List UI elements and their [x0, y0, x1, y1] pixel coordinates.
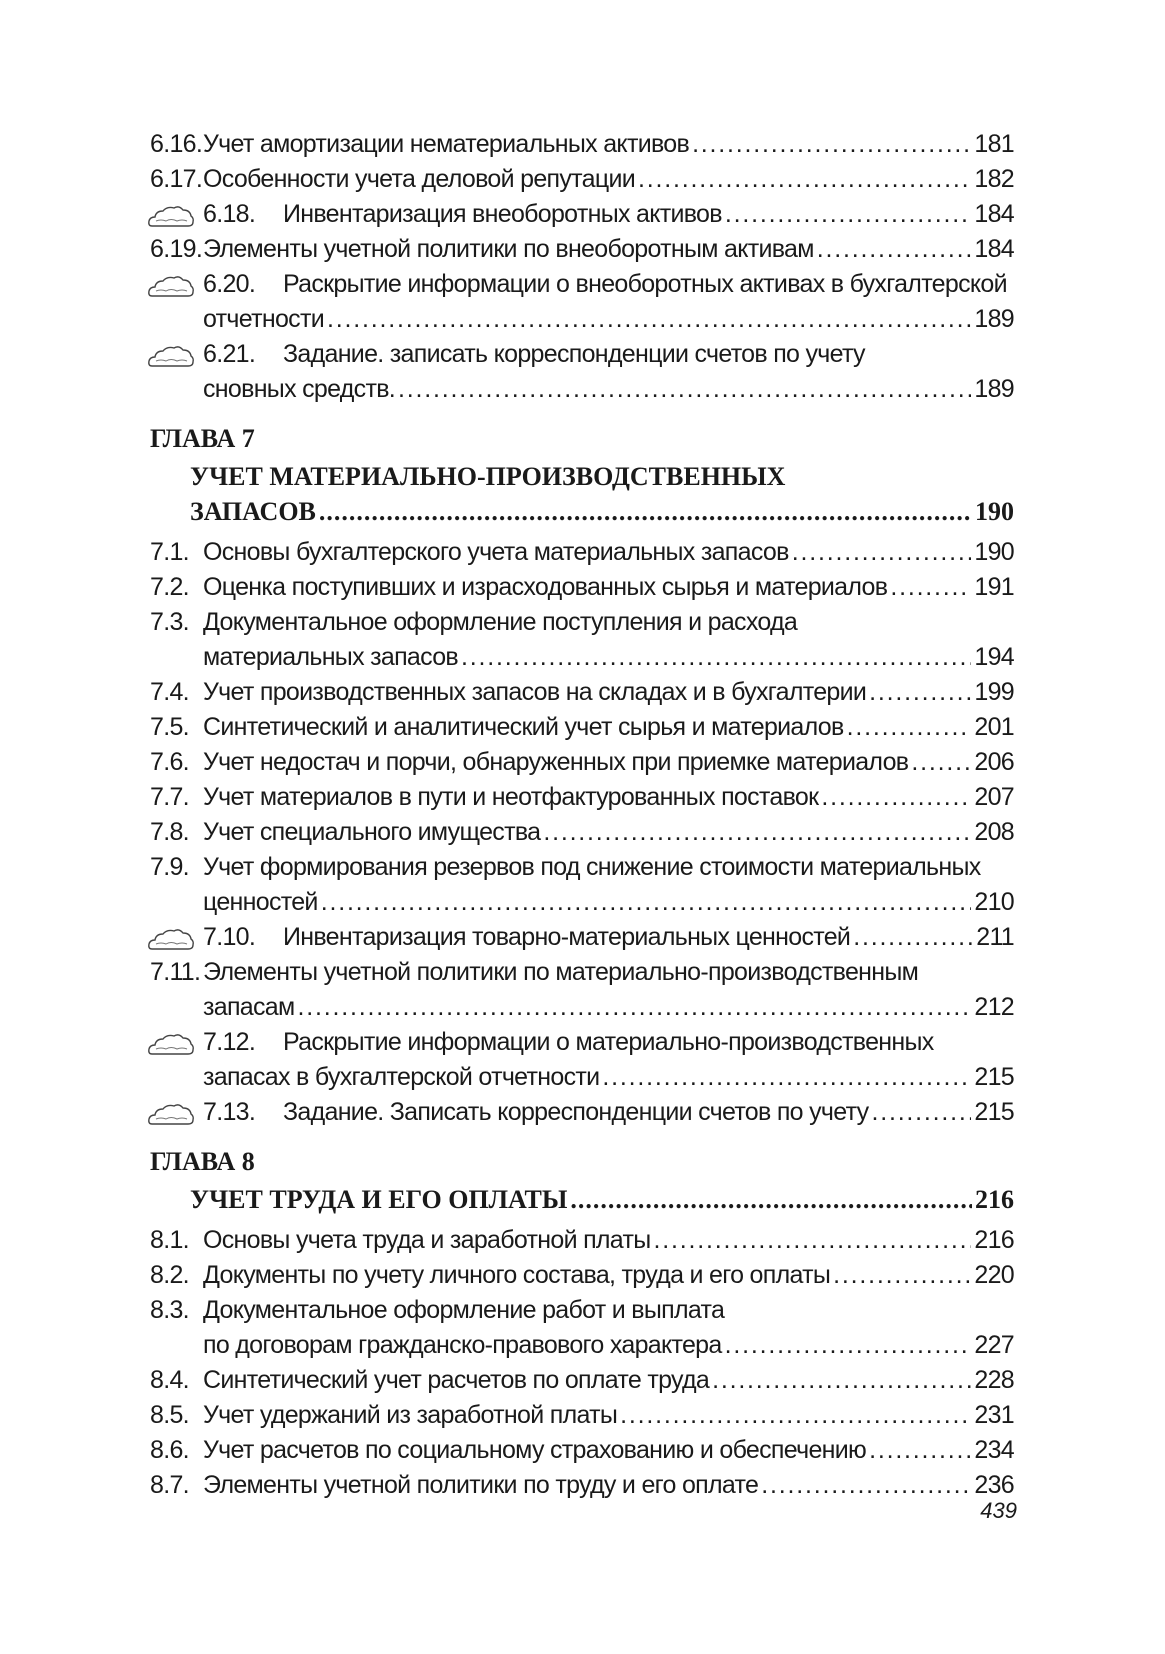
leader-dots: [620, 1398, 971, 1433]
page-ref: 201: [974, 713, 1014, 741]
leader-dots: [398, 372, 971, 407]
page-ref: 208: [974, 818, 1014, 846]
page-ref: 220: [974, 1261, 1014, 1289]
entry-title-continuation: материальных запасов: [203, 643, 458, 671]
entry-title: Инвентаризация товарно-материальных ценностей: [283, 923, 851, 951]
entry-number: 8.6.: [150, 1436, 189, 1464]
entry-title: Учет недостач и порчи, обнаруженных при приемке материалов: [203, 748, 909, 776]
toc-entry[interactable]: [150, 1363, 1014, 1398]
chapter-7-entries: [150, 535, 1014, 1130]
chapter-8-entries: [150, 1223, 1014, 1503]
toc-entry[interactable]: [150, 197, 1014, 232]
entry-title: Учет расчетов по социальному страхованию и обеспечению: [203, 1436, 867, 1464]
entry-number: 7.5.: [150, 713, 189, 741]
leader-dots: [869, 675, 971, 710]
page-ref: 190: [974, 538, 1014, 566]
entry-title: Синтетический учет расчетов по оплате труда: [203, 1366, 710, 1394]
leader-dots: [461, 640, 971, 675]
entry-title: Элементы учетной политики по труду и его оплате: [203, 1471, 759, 1499]
toc-entry[interactable]: [150, 710, 1014, 745]
entry-title: Учет формирования резервов под снижение стоимости материальных: [203, 853, 981, 881]
leader-dots: [871, 1095, 971, 1130]
entry-title: Учет материалов в пути и неотфактурованных поставок: [203, 783, 819, 811]
toc-entry[interactable]: [150, 1095, 1014, 1130]
entry-title: Основы бухгалтерского учета материальных запасов: [203, 538, 789, 566]
page-ref: 212: [974, 993, 1014, 1021]
leader-dots: [319, 494, 972, 529]
toc-entry-continuation[interactable]: [150, 1328, 1014, 1363]
entry-number: 7.2.: [150, 573, 189, 601]
entry-number: 7.11.: [150, 958, 201, 986]
page-ref: 216: [975, 1185, 1014, 1214]
entry-title-continuation: запасам: [203, 993, 295, 1021]
toc-entry[interactable]: [150, 850, 1014, 885]
page-ref: 182: [974, 165, 1014, 193]
entry-title: Основы учета труда и заработной платы: [203, 1226, 651, 1254]
entry-number: 8.3.: [150, 1296, 189, 1324]
entry-number: 7.12.: [203, 1028, 256, 1056]
page-ref: 211: [976, 923, 1014, 951]
chapter-7-title-line2[interactable]: [150, 494, 1014, 529]
page-ref: 181: [974, 130, 1014, 158]
toc-entry[interactable]: [150, 920, 1014, 955]
chapter-7-label: [150, 419, 1014, 459]
entry-title: Задание. Записать корреспонденции счетов по учету: [283, 1098, 869, 1126]
toc-entry[interactable]: [150, 955, 1014, 990]
chapter-title: УЧЕТ ТРУДА И ЕГО ОПЛАТЫ: [190, 1185, 568, 1214]
entry-title: Задание. записать корреспонденции счетов по учету: [283, 340, 865, 368]
entry-number: 7.8.: [150, 818, 189, 846]
toc-entry[interactable]: [150, 745, 1014, 780]
toc-entry[interactable]: [150, 162, 1014, 197]
entry-title: Документальное оформление работ и выплата: [203, 1296, 725, 1324]
entry-number: 7.10.: [203, 923, 256, 951]
toc-entry-continuation[interactable]: [150, 885, 1014, 920]
leader-dots: [602, 1060, 971, 1095]
leader-dots: [321, 885, 972, 920]
toc-entry-continuation[interactable]: [150, 1060, 1014, 1095]
entry-number: 6.16.: [150, 130, 203, 158]
entry-number: 7.9.: [150, 853, 189, 881]
leader-dots: [638, 162, 971, 197]
entry-title: Учет производственных запасов на складах и в бухгалтерии: [203, 678, 867, 706]
page-ref: 227: [974, 1331, 1014, 1359]
entry-title-continuation: ценностей: [203, 888, 318, 916]
toc-entry[interactable]: [150, 127, 1014, 162]
page-ref: 189: [974, 375, 1014, 403]
leader-dots: [792, 535, 972, 570]
leader-dots: [327, 302, 971, 337]
entry-title: Раскрытие информации о внеоборотных активах в бухгалтерской: [283, 270, 1007, 298]
page-ref: 206: [974, 748, 1014, 776]
toc-entry[interactable]: [150, 675, 1014, 710]
entry-number: 7.6.: [150, 748, 189, 776]
chapter-7-title-line1: [150, 459, 1014, 494]
leader-dots: [833, 1258, 971, 1293]
page-ref: 216: [974, 1226, 1014, 1254]
page-ref: 194: [974, 643, 1014, 671]
toc-entry-continuation[interactable]: [150, 372, 1014, 407]
toc-entry[interactable]: [150, 1258, 1014, 1293]
leader-dots: [653, 1223, 971, 1258]
page-ref: 228: [974, 1366, 1014, 1394]
page-ref: 190: [975, 497, 1014, 526]
page-ref: 215: [974, 1063, 1014, 1091]
table-of-contents: [150, 127, 1014, 1503]
toc-entry[interactable]: [150, 605, 1014, 640]
entry-number: 7.3.: [150, 608, 189, 636]
entry-title-continuation: сновных средств.: [203, 375, 396, 403]
page-ref: 199: [974, 678, 1014, 706]
chapter-8-title-line1[interactable]: [150, 1182, 1014, 1217]
toc-entry-continuation[interactable]: [150, 990, 1014, 1025]
entry-number: 8.7.: [150, 1471, 189, 1499]
entry-title: Документальное оформление поступления и расхода: [203, 608, 798, 636]
leader-dots: [847, 710, 972, 745]
entry-number: 7.1.: [150, 538, 189, 566]
entry-number: 6.21.: [203, 340, 256, 368]
entry-title: Оценка поступивших и израсходованных сырья и материалов: [203, 573, 888, 601]
toc-entry[interactable]: [150, 570, 1014, 605]
leader-dots: [570, 1182, 972, 1217]
entry-number: 7.13.: [203, 1098, 256, 1126]
chapter-label: ГЛАВА 7: [150, 424, 255, 453]
leader-dots: [725, 197, 972, 232]
leader-dots: [725, 1328, 972, 1363]
toc-entry-continuation[interactable]: [150, 640, 1014, 675]
cloud-icon: [147, 1102, 195, 1128]
toc-entry-continuation[interactable]: [150, 302, 1014, 337]
page-ref: 184: [974, 200, 1014, 228]
toc-entry[interactable]: [150, 1398, 1014, 1433]
leader-dots: [712, 1363, 971, 1398]
entry-title: Учет удержаний из заработной платы: [203, 1401, 618, 1429]
cloud-icon: [147, 927, 195, 953]
entry-number: 7.4.: [150, 678, 189, 706]
entry-number: 6.18.: [203, 200, 256, 228]
entry-title-continuation: запасах в бухгалтерской отчетности: [203, 1063, 600, 1091]
chapter-8-label: [150, 1142, 1014, 1182]
entry-number: 7.7.: [150, 783, 189, 811]
page-ref: 189: [974, 305, 1014, 333]
chapter-6-entries: [150, 127, 1014, 407]
page-ref: 215: [974, 1098, 1014, 1126]
entry-number: 8.4.: [150, 1366, 189, 1394]
entry-title: Документы по учету личного состава, труда и его оплаты: [203, 1261, 831, 1289]
cloud-icon: [147, 1032, 195, 1058]
entry-title: Элементы учетной политики по материально-производственным: [203, 958, 919, 986]
page-ref: 207: [974, 783, 1014, 811]
toc-entry[interactable]: [150, 1433, 1014, 1468]
toc-entry[interactable]: [150, 535, 1014, 570]
page-ref: 231: [974, 1401, 1014, 1429]
toc-entry[interactable]: [150, 1025, 1014, 1060]
chapter-title: УЧЕТ МАТЕРИАЛЬНО-ПРОИЗВОДСТВЕННЫХ: [190, 462, 786, 491]
chapter-label: ГЛАВА 8: [150, 1147, 255, 1176]
leader-dots: [298, 990, 972, 1025]
leader-dots: [761, 1468, 971, 1503]
cloud-icon: [147, 274, 195, 300]
chapter-title: ЗАПАСОВ: [190, 497, 316, 526]
leader-dots: [853, 920, 973, 955]
page-ref: 184: [974, 235, 1014, 263]
toc-entry[interactable]: [150, 232, 1014, 267]
entry-title: Синтетический и аналитический учет сырья и материалов: [203, 713, 844, 741]
entry-number: 8.5.: [150, 1401, 189, 1429]
entry-number: 6.20.: [203, 270, 256, 298]
entry-title: Учет амортизации нематериальных активов: [203, 130, 690, 158]
entry-title-continuation: по договорам гражданско-правового характера: [203, 1331, 722, 1359]
cloud-icon: [147, 344, 195, 370]
entry-number: 6.17.: [150, 165, 203, 193]
entry-title: Особенности учета деловой репутации: [203, 165, 635, 193]
entry-number: 8.2.: [150, 1261, 189, 1289]
page-ref: 236: [974, 1471, 1014, 1499]
entry-number: 8.1.: [150, 1226, 189, 1254]
leader-dots: [821, 780, 971, 815]
toc-entry[interactable]: [150, 267, 1014, 302]
entry-title-continuation: отчетности: [203, 305, 324, 333]
entry-title: Раскрытие информации о материально-производственных: [283, 1028, 934, 1056]
page-ref: 191: [974, 573, 1014, 601]
entry-title: Учет специального имущества: [203, 818, 541, 846]
leader-dots: [817, 232, 972, 267]
toc-entry[interactable]: [150, 780, 1014, 815]
page-ref: 210: [974, 888, 1014, 916]
leader-dots: [692, 127, 971, 162]
entry-title: Инвентаризация внеоборотных активов: [283, 200, 722, 228]
entry-number: 6.19.: [150, 235, 203, 263]
toc-entry[interactable]: [150, 815, 1014, 850]
page-number: 439: [980, 1498, 1017, 1523]
toc-entry[interactable]: [150, 1468, 1014, 1503]
page-ref: 234: [974, 1436, 1014, 1464]
leader-dots: [543, 815, 971, 850]
toc-entry[interactable]: [150, 1293, 1014, 1328]
toc-entry[interactable]: [150, 337, 1014, 372]
leader-dots: [869, 1433, 971, 1468]
entry-title: Элементы учетной политики по внеоборотным активам: [203, 235, 814, 263]
leader-dots: [911, 745, 971, 780]
cloud-icon: [147, 204, 195, 230]
leader-dots: [890, 570, 971, 605]
toc-entry[interactable]: [150, 1223, 1014, 1258]
